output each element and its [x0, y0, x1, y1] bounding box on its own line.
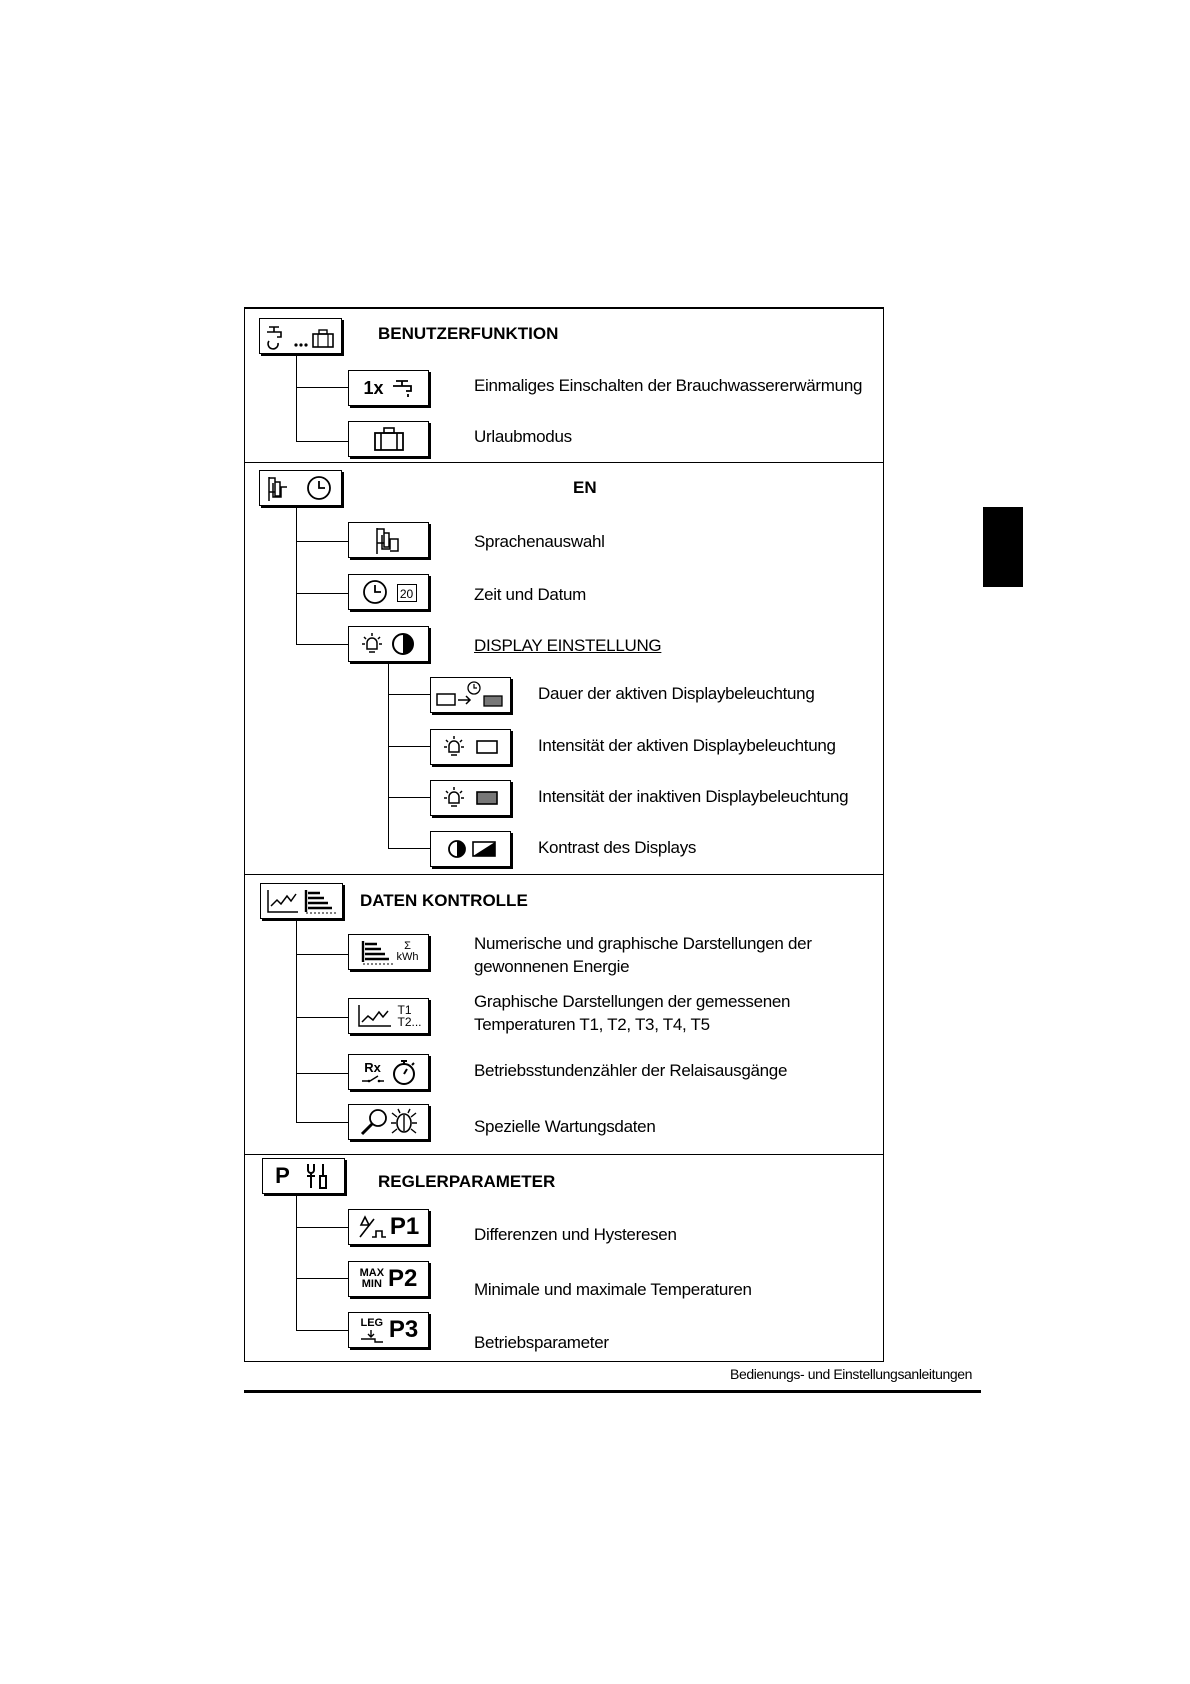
submenu-item-label: Intensität der inaktiven Displaybeleuchtung	[538, 787, 849, 806]
tree-line	[388, 694, 430, 695]
menu-item-label: Urlaubmodus	[474, 427, 572, 446]
tree-line	[296, 541, 348, 542]
submenu-item-label: Kontrast des Displays	[538, 838, 697, 857]
section-title-en: EN	[573, 478, 597, 497]
chapter-tab-marker	[983, 507, 1023, 587]
temperature-graph-icon[interactable]: T1 T2...	[348, 998, 429, 1034]
tree-line	[296, 1122, 348, 1123]
tools-icon	[302, 1162, 332, 1190]
menu-item-label: Numerische und graphische Darstellungen der gewonnenen Energie	[474, 934, 812, 976]
section-title-daten-kontrolle: DATEN KONTROLLE	[360, 891, 528, 910]
section-divider	[244, 1154, 884, 1155]
footer-text: Bedienungs- und Einstellungsanleitungen	[730, 1366, 973, 1382]
menu-item-label: Einmaliges Einschalten der Brauchwassererwärmung	[474, 376, 863, 395]
menu-item-label: Minimale und maximale Temperaturen	[474, 1280, 752, 1299]
flag-clock-icon	[259, 470, 342, 506]
display-einstellung-link[interactable]: DISPLAY EINSTELLUNG	[474, 636, 662, 655]
p3-icon[interactable]: LEG P3	[348, 1312, 429, 1348]
tree-line	[296, 1194, 297, 1331]
menu-tree-frame	[244, 307, 884, 1362]
bulb-active-screen-icon[interactable]	[430, 729, 511, 765]
submenu-item-label: Intensität der aktiven Displaybeleuchtung	[538, 736, 836, 755]
tree-line	[296, 644, 348, 645]
tree-line	[296, 1073, 348, 1074]
tree-line	[388, 848, 430, 849]
menu-item-label: Graphische Darstellungen der gemessenen Temperaturen T1, T2, T3, T4, T5	[474, 992, 791, 1034]
bulb-contrast-icon[interactable]	[348, 626, 429, 662]
tap-icon	[390, 377, 414, 399]
graph-bars-icon	[260, 883, 343, 919]
tree-line	[296, 354, 297, 442]
tree-line	[296, 593, 348, 594]
menu-item-label: Betriebsparameter	[474, 1333, 609, 1352]
delta-hysteresis-icon	[358, 1213, 388, 1241]
backlight-duration-icon[interactable]	[430, 677, 511, 713]
p-tools-icon: P	[262, 1158, 345, 1194]
section-title-reglerparameter: REGLERPARAMETER	[378, 1172, 556, 1191]
clock-calendar-icon[interactable]	[348, 574, 429, 610]
tree-line	[296, 954, 348, 955]
energy-bars-icon[interactable]: Σ kWh	[348, 934, 429, 970]
submenu-item-label: Dauer der aktiven Displaybeleuchtung	[538, 684, 815, 703]
tree-line	[296, 387, 348, 388]
relay-timer-icon[interactable]: Rx	[348, 1054, 429, 1090]
section-divider	[244, 874, 884, 875]
tap-suitcase-icon	[259, 318, 342, 354]
menu-item-label: Spezielle Wartungsdaten	[474, 1117, 656, 1136]
section-title-benutzerfunktion: BENUTZERFUNKTION	[378, 324, 559, 343]
flag-icon[interactable]	[348, 522, 429, 558]
tap-once-icon[interactable]: 1x	[348, 370, 429, 406]
clock-icon	[361, 578, 391, 606]
menu-item-label: Sprachenauswahl	[474, 532, 605, 551]
magnifier-bug-icon[interactable]	[348, 1104, 429, 1140]
tree-line	[296, 1278, 348, 1279]
p1-icon[interactable]: P1	[348, 1209, 429, 1245]
menu-item-label: Differenzen und Hysteresen	[474, 1225, 677, 1244]
tree-line	[296, 441, 348, 442]
menu-item-label: Betriebsstundenzähler der Relaisausgänge	[474, 1061, 788, 1080]
footer-rule	[244, 1390, 981, 1393]
legionella-icon	[359, 1329, 385, 1343]
tree-line	[296, 1227, 348, 1228]
calendar-icon: 20	[397, 584, 417, 602]
tree-line	[296, 1017, 348, 1018]
tree-line	[388, 746, 430, 747]
section-divider	[244, 462, 884, 463]
tree-line	[296, 919, 297, 1123]
tree-line	[296, 506, 297, 645]
suitcase-icon[interactable]	[348, 421, 429, 457]
tree-line	[388, 662, 389, 849]
stopwatch-icon	[391, 1058, 417, 1086]
menu-item-label: Zeit und Datum	[474, 585, 587, 604]
contrast-icon[interactable]	[430, 831, 511, 867]
tree-line	[296, 1330, 348, 1331]
line-graph-icon	[355, 1002, 395, 1030]
bulb-inactive-screen-icon[interactable]	[430, 780, 511, 816]
bars-icon	[359, 938, 395, 966]
p2-icon[interactable]: MAX MIN P2	[348, 1261, 429, 1297]
tree-line	[388, 797, 430, 798]
relay-switch-icon	[361, 1074, 385, 1084]
